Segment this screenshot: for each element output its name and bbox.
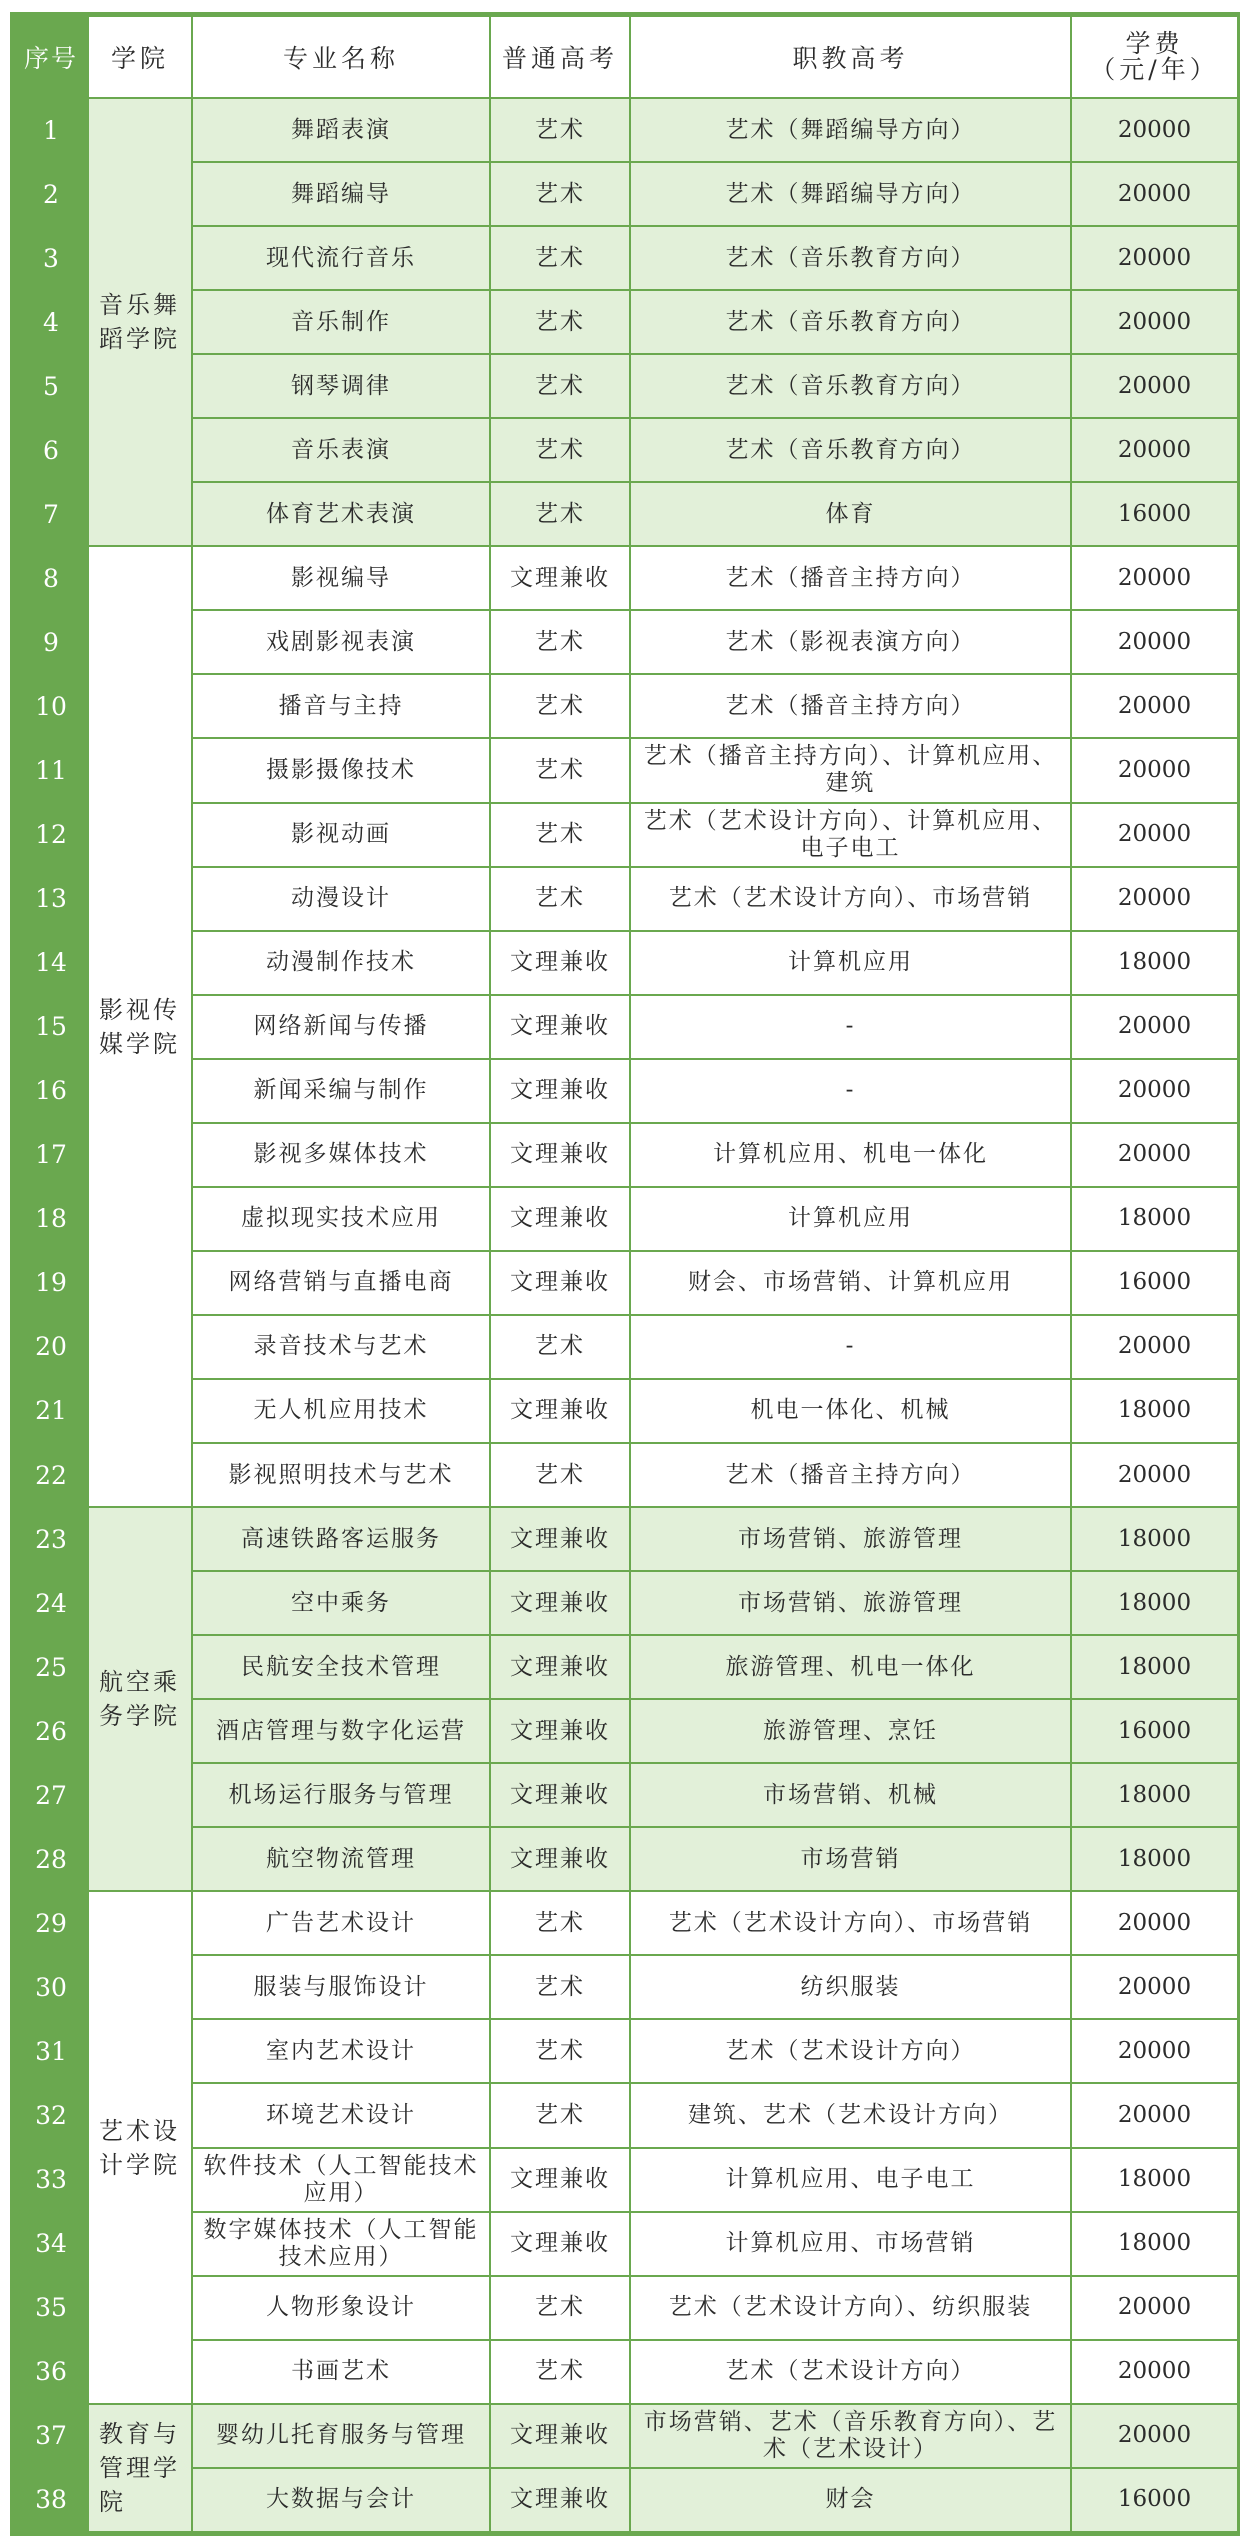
gaokao-category: 文理兼收 — [490, 1827, 630, 1891]
major-name: 空中乘务 — [192, 1571, 490, 1635]
tuition-fee: 18000 — [1071, 1635, 1238, 1699]
gaokao-category: 艺术 — [490, 738, 630, 802]
row-number: 38 — [14, 2468, 88, 2532]
row-number: 21 — [14, 1379, 88, 1443]
school-name: 艺术设计学院 — [88, 1891, 192, 2403]
zhijiao-category: 财会、市场营销、计算机应用 — [630, 1251, 1071, 1315]
table-row — [14, 1699, 1238, 1763]
zhijiao-category: 计算机应用 — [630, 931, 1071, 995]
row-number: 8 — [14, 546, 88, 610]
table-row — [14, 2276, 1238, 2340]
header-fee-line2: （元/年） — [1090, 55, 1219, 84]
table-row — [14, 1635, 1238, 1699]
zhijiao-category: 艺术（播音主持方向） — [630, 1443, 1071, 1507]
header-fee — [1071, 16, 1238, 98]
zhijiao-category: 体育 — [630, 482, 1071, 546]
major-name: 无人机应用技术 — [192, 1379, 490, 1443]
row-number: 10 — [14, 674, 88, 738]
zhijiao-category: - — [630, 1315, 1071, 1379]
major-name: 室内艺术设计 — [192, 2019, 490, 2083]
major-name: 钢琴调律 — [192, 354, 490, 418]
major-name: 人物形象设计 — [192, 2276, 490, 2340]
zhijiao-category: 艺术（音乐教育方向） — [630, 418, 1071, 482]
zhijiao-category: 艺术（播音主持方向）、计算机应用、建筑 — [630, 738, 1071, 802]
tuition-fee: 20000 — [1071, 2404, 1238, 2468]
zhijiao-category: 艺术（艺术设计方向）、计算机应用、电子电工 — [630, 803, 1071, 867]
major-name: 民航安全技术管理 — [192, 1635, 490, 1699]
school-name: 教育与管理学院 — [88, 2404, 192, 2532]
tuition-fee: 18000 — [1071, 1763, 1238, 1827]
table-row — [14, 1059, 1238, 1123]
majors-table-container — [10, 12, 1240, 2536]
zhijiao-category: 艺术（音乐教育方向） — [630, 290, 1071, 354]
tuition-fee: 20000 — [1071, 98, 1238, 162]
major-name: 戏剧影视表演 — [192, 610, 490, 674]
table-row — [14, 803, 1238, 867]
tuition-fee: 20000 — [1071, 226, 1238, 290]
table-row — [14, 226, 1238, 290]
zhijiao-category: 计算机应用、电子电工 — [630, 2148, 1071, 2212]
gaokao-category: 文理兼收 — [490, 1123, 630, 1187]
major-name: 数字媒体技术（人工智能技术应用） — [192, 2212, 490, 2276]
tuition-fee: 20000 — [1071, 546, 1238, 610]
row-number: 32 — [14, 2083, 88, 2147]
major-name: 播音与主持 — [192, 674, 490, 738]
major-name: 影视照明技术与艺术 — [192, 1443, 490, 1507]
table-row — [14, 1187, 1238, 1251]
row-number: 17 — [14, 1123, 88, 1187]
tuition-fee: 16000 — [1071, 1251, 1238, 1315]
major-name: 音乐表演 — [192, 418, 490, 482]
zhijiao-category: - — [630, 1059, 1071, 1123]
zhijiao-category: 艺术（影视表演方向） — [630, 610, 1071, 674]
table-row — [14, 482, 1238, 546]
major-name: 网络营销与直播电商 — [192, 1251, 490, 1315]
row-number: 28 — [14, 1827, 88, 1891]
zhijiao-category: 财会 — [630, 2468, 1071, 2532]
table-row — [14, 1507, 1238, 1571]
gaokao-category: 艺术 — [490, 803, 630, 867]
zhijiao-category: 机电一体化、机械 — [630, 1379, 1071, 1443]
table-row — [14, 1571, 1238, 1635]
tuition-fee: 20000 — [1071, 1443, 1238, 1507]
zhijiao-category: 艺术（舞蹈编导方向） — [630, 98, 1071, 162]
major-name: 大数据与会计 — [192, 2468, 490, 2532]
header-school: 学院 — [88, 16, 192, 98]
gaokao-category: 艺术 — [490, 1315, 630, 1379]
header-no: 序号 — [14, 16, 88, 98]
tuition-fee: 20000 — [1071, 1315, 1238, 1379]
row-number: 22 — [14, 1443, 88, 1507]
row-number: 3 — [14, 226, 88, 290]
row-number: 9 — [14, 610, 88, 674]
tuition-fee: 20000 — [1071, 2083, 1238, 2147]
major-name: 网络新闻与传播 — [192, 995, 490, 1059]
zhijiao-category: 市场营销、旅游管理 — [630, 1507, 1071, 1571]
gaokao-category: 艺术 — [490, 418, 630, 482]
tuition-fee: 20000 — [1071, 738, 1238, 802]
row-number: 1 — [14, 98, 88, 162]
tuition-fee: 20000 — [1071, 1059, 1238, 1123]
tuition-fee: 18000 — [1071, 2148, 1238, 2212]
major-name: 音乐制作 — [192, 290, 490, 354]
tuition-fee: 20000 — [1071, 995, 1238, 1059]
row-number: 5 — [14, 354, 88, 418]
major-name: 书画艺术 — [192, 2340, 490, 2404]
gaokao-category: 文理兼收 — [490, 2212, 630, 2276]
zhijiao-category: 艺术（艺术设计方向） — [630, 2019, 1071, 2083]
row-number: 26 — [14, 1699, 88, 1763]
gaokao-category: 文理兼收 — [490, 995, 630, 1059]
tuition-fee: 18000 — [1071, 931, 1238, 995]
tuition-fee: 16000 — [1071, 482, 1238, 546]
gaokao-category: 文理兼收 — [490, 1699, 630, 1763]
table-row — [14, 2340, 1238, 2404]
tuition-fee: 20000 — [1071, 867, 1238, 931]
gaokao-category: 艺术 — [490, 354, 630, 418]
majors-fee-table — [13, 15, 1239, 2533]
gaokao-category: 艺术 — [490, 610, 630, 674]
major-name: 婴幼儿托育服务与管理 — [192, 2404, 490, 2468]
zhijiao-category: 艺术（播音主持方向） — [630, 674, 1071, 738]
table-row — [14, 1827, 1238, 1891]
row-number: 12 — [14, 803, 88, 867]
header-fee-line1: 学费 — [1125, 29, 1184, 58]
tuition-fee: 18000 — [1071, 1379, 1238, 1443]
zhijiao-category: 纺织服装 — [630, 1955, 1071, 2019]
table-row — [14, 1379, 1238, 1443]
table-row — [14, 1443, 1238, 1507]
major-name: 新闻采编与制作 — [192, 1059, 490, 1123]
header-zhijiao: 职教高考 — [630, 16, 1071, 98]
tuition-fee: 20000 — [1071, 162, 1238, 226]
gaokao-category: 文理兼收 — [490, 2404, 630, 2468]
zhijiao-category: 市场营销、旅游管理 — [630, 1571, 1071, 1635]
gaokao-category: 艺术 — [490, 2276, 630, 2340]
header-major: 专业名称 — [192, 16, 490, 98]
zhijiao-category: 市场营销、艺术（音乐教育方向）、艺术（艺术设计） — [630, 2404, 1071, 2468]
tuition-fee: 20000 — [1071, 354, 1238, 418]
row-number: 2 — [14, 162, 88, 226]
gaokao-category: 文理兼收 — [490, 1635, 630, 1699]
major-name: 动漫制作技术 — [192, 931, 490, 995]
tuition-fee: 20000 — [1071, 2276, 1238, 2340]
gaokao-category: 艺术 — [490, 1891, 630, 1955]
zhijiao-category: 艺术（音乐教育方向） — [630, 226, 1071, 290]
tuition-fee: 20000 — [1071, 290, 1238, 354]
major-name: 影视动画 — [192, 803, 490, 867]
major-name: 舞蹈表演 — [192, 98, 490, 162]
major-name: 机场运行服务与管理 — [192, 1763, 490, 1827]
row-number: 7 — [14, 482, 88, 546]
row-number: 34 — [14, 2212, 88, 2276]
gaokao-category: 艺术 — [490, 674, 630, 738]
table-row — [14, 674, 1238, 738]
zhijiao-category: - — [630, 995, 1071, 1059]
gaokao-category: 艺术 — [490, 2019, 630, 2083]
row-number: 15 — [14, 995, 88, 1059]
gaokao-category: 艺术 — [490, 1955, 630, 2019]
table-row — [14, 995, 1238, 1059]
major-name: 录音技术与艺术 — [192, 1315, 490, 1379]
gaokao-category: 艺术 — [490, 2340, 630, 2404]
table-row — [14, 610, 1238, 674]
school-name: 航空乘务学院 — [88, 1507, 192, 1891]
tuition-fee: 20000 — [1071, 418, 1238, 482]
tuition-fee: 18000 — [1071, 2212, 1238, 2276]
zhijiao-category: 建筑、艺术（艺术设计方向） — [630, 2083, 1071, 2147]
table-row — [14, 418, 1238, 482]
tuition-fee: 20000 — [1071, 610, 1238, 674]
row-number: 29 — [14, 1891, 88, 1955]
table-row — [14, 1123, 1238, 1187]
tuition-fee: 20000 — [1071, 674, 1238, 738]
table-row — [14, 2019, 1238, 2083]
zhijiao-category: 艺术（舞蹈编导方向） — [630, 162, 1071, 226]
gaokao-category: 文理兼收 — [490, 1251, 630, 1315]
tuition-fee: 16000 — [1071, 2468, 1238, 2532]
major-name: 软件技术（人工智能技术应用） — [192, 2148, 490, 2212]
zhijiao-category: 艺术（艺术设计方向） — [630, 2340, 1071, 2404]
gaokao-category: 艺术 — [490, 482, 630, 546]
major-name: 舞蹈编导 — [192, 162, 490, 226]
major-name: 摄影摄像技术 — [192, 738, 490, 802]
table-row — [14, 290, 1238, 354]
major-name: 体育艺术表演 — [192, 482, 490, 546]
zhijiao-category: 艺术（播音主持方向） — [630, 546, 1071, 610]
zhijiao-category: 艺术（艺术设计方向）、纺织服装 — [630, 2276, 1071, 2340]
major-name: 高速铁路客运服务 — [192, 1507, 490, 1571]
tuition-fee: 20000 — [1071, 2019, 1238, 2083]
row-number: 35 — [14, 2276, 88, 2340]
gaokao-category: 文理兼收 — [490, 1379, 630, 1443]
table-row — [14, 2148, 1238, 2212]
gaokao-category: 艺术 — [490, 162, 630, 226]
table-row — [14, 2468, 1238, 2532]
gaokao-category: 文理兼收 — [490, 1507, 630, 1571]
table-row — [14, 738, 1238, 802]
row-number: 11 — [14, 738, 88, 802]
gaokao-category: 文理兼收 — [490, 1059, 630, 1123]
table-row — [14, 2212, 1238, 2276]
zhijiao-category: 计算机应用、机电一体化 — [630, 1123, 1071, 1187]
tuition-fee: 20000 — [1071, 2340, 1238, 2404]
major-name: 现代流行音乐 — [192, 226, 490, 290]
table-row — [14, 1251, 1238, 1315]
gaokao-category: 艺术 — [490, 2083, 630, 2147]
row-number: 30 — [14, 1955, 88, 2019]
zhijiao-category: 市场营销 — [630, 1827, 1071, 1891]
major-name: 影视多媒体技术 — [192, 1123, 490, 1187]
row-number: 23 — [14, 1507, 88, 1571]
table-row — [14, 354, 1238, 418]
row-number: 24 — [14, 1571, 88, 1635]
table-row — [14, 867, 1238, 931]
major-name: 酒店管理与数字化运营 — [192, 1699, 490, 1763]
table-row — [14, 2404, 1238, 2468]
row-number: 16 — [14, 1059, 88, 1123]
gaokao-category: 文理兼收 — [490, 2148, 630, 2212]
school-name: 音乐舞蹈学院 — [88, 98, 192, 546]
major-name: 环境艺术设计 — [192, 2083, 490, 2147]
zhijiao-category: 计算机应用、市场营销 — [630, 2212, 1071, 2276]
school-name: 影视传媒学院 — [88, 546, 192, 1507]
gaokao-category: 艺术 — [490, 98, 630, 162]
row-number: 14 — [14, 931, 88, 995]
gaokao-category: 艺术 — [490, 867, 630, 931]
table-row — [14, 931, 1238, 995]
major-name: 广告艺术设计 — [192, 1891, 490, 1955]
row-number: 18 — [14, 1187, 88, 1251]
table-row — [14, 162, 1238, 226]
row-number: 31 — [14, 2019, 88, 2083]
header-gaokao: 普通高考 — [490, 16, 630, 98]
zhijiao-category: 艺术（音乐教育方向） — [630, 354, 1071, 418]
tuition-fee: 20000 — [1071, 803, 1238, 867]
row-number: 4 — [14, 290, 88, 354]
zhijiao-category: 艺术（艺术设计方向）、市场营销 — [630, 1891, 1071, 1955]
table-header-row — [14, 16, 1238, 98]
major-name: 服装与服饰设计 — [192, 1955, 490, 2019]
gaokao-category: 文理兼收 — [490, 546, 630, 610]
row-number: 6 — [14, 418, 88, 482]
major-name: 影视编导 — [192, 546, 490, 610]
gaokao-category: 艺术 — [490, 1443, 630, 1507]
table-row — [14, 1891, 1238, 1955]
major-name: 航空物流管理 — [192, 1827, 490, 1891]
row-number: 20 — [14, 1315, 88, 1379]
gaokao-category: 艺术 — [490, 290, 630, 354]
gaokao-category: 文理兼收 — [490, 1187, 630, 1251]
tuition-fee: 20000 — [1071, 1123, 1238, 1187]
tuition-fee: 18000 — [1071, 1187, 1238, 1251]
zhijiao-category: 艺术（艺术设计方向）、市场营销 — [630, 867, 1071, 931]
row-number: 33 — [14, 2148, 88, 2212]
major-name: 虚拟现实技术应用 — [192, 1187, 490, 1251]
zhijiao-category: 旅游管理、烹饪 — [630, 1699, 1071, 1763]
table-row — [14, 98, 1238, 162]
gaokao-category: 文理兼收 — [490, 1571, 630, 1635]
tuition-fee: 18000 — [1071, 1827, 1238, 1891]
zhijiao-category: 旅游管理、机电一体化 — [630, 1635, 1071, 1699]
table-row — [14, 1763, 1238, 1827]
table-body — [14, 98, 1238, 2532]
gaokao-category: 文理兼收 — [490, 1763, 630, 1827]
zhijiao-category: 市场营销、机械 — [630, 1763, 1071, 1827]
row-number: 36 — [14, 2340, 88, 2404]
tuition-fee: 18000 — [1071, 1571, 1238, 1635]
row-number: 19 — [14, 1251, 88, 1315]
tuition-fee: 18000 — [1071, 1507, 1238, 1571]
table-row — [14, 1955, 1238, 2019]
zhijiao-category: 计算机应用 — [630, 1187, 1071, 1251]
row-number: 27 — [14, 1763, 88, 1827]
tuition-fee: 20000 — [1071, 1955, 1238, 2019]
row-number: 13 — [14, 867, 88, 931]
gaokao-category: 文理兼收 — [490, 2468, 630, 2532]
table-row — [14, 546, 1238, 610]
row-number: 25 — [14, 1635, 88, 1699]
tuition-fee: 16000 — [1071, 1699, 1238, 1763]
major-name: 动漫设计 — [192, 867, 490, 931]
table-row — [14, 2083, 1238, 2147]
gaokao-category: 艺术 — [490, 226, 630, 290]
table-row — [14, 1315, 1238, 1379]
tuition-fee: 20000 — [1071, 1891, 1238, 1955]
row-number: 37 — [14, 2404, 88, 2468]
gaokao-category: 文理兼收 — [490, 931, 630, 995]
